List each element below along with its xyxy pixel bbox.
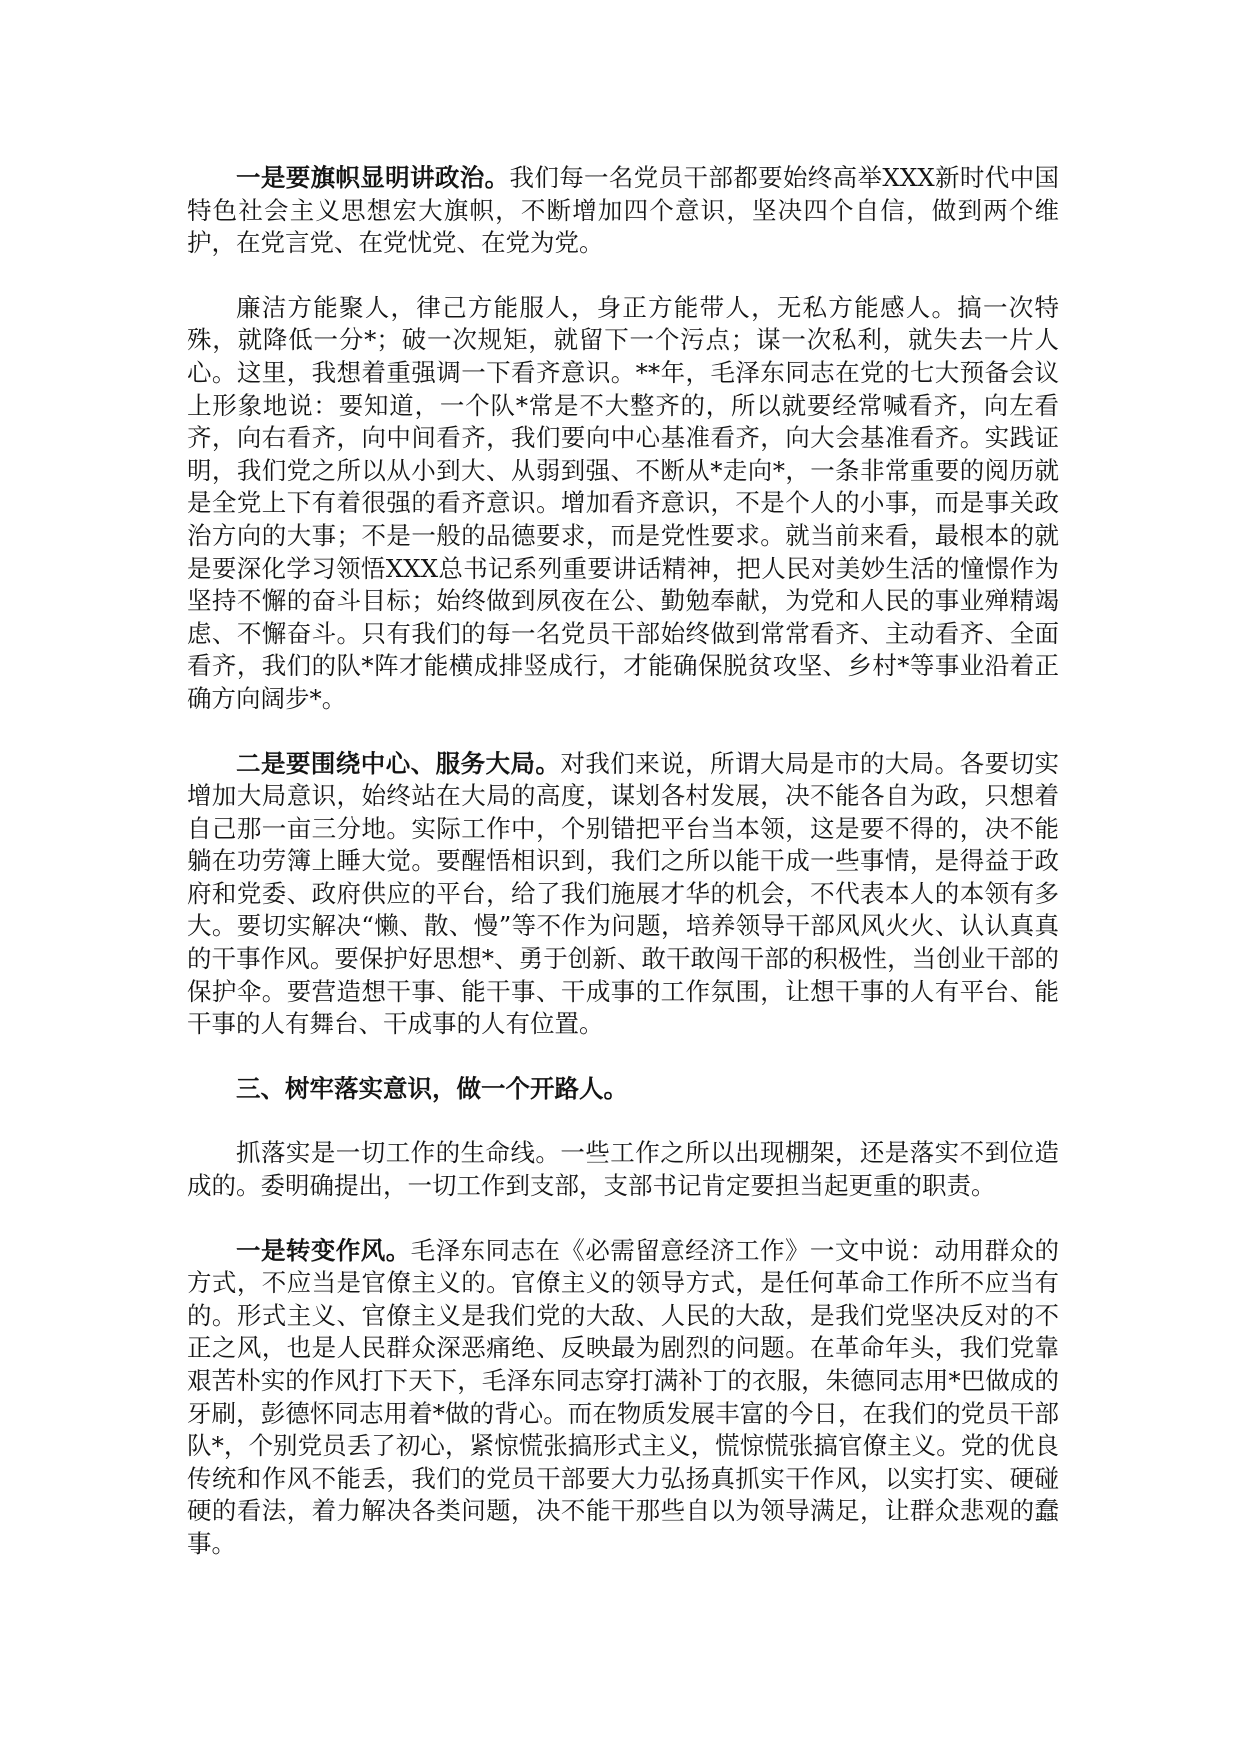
paragraph-text: 我们每一名党员干部都要始终高举XXX新时代中国特色社会主义思想宏大旗帜，不断增加四个意识，坚决四个自信，做到两个维护，在党言党、在党忧党、在党为党。 — [187, 163, 1059, 258]
document-body — [187, 162, 1059, 1593]
paragraph-work-style — [187, 1235, 1059, 1561]
paragraph-text: 对我们来说，所谓大局是市的大局。各要切实增加大局意识，始终站在大局的高度，谋划各村发展，决不能各自为政，只想着自己那一亩三分地。实际工作中，个别错把平台当本领，这是要不得的，决不能躺在功劳簿上睡大觉。要醒悟相识到，我们之所以能干成一些事情，是得益于政府和党委、政府供应的平台，给了我们施展才华的机会，不代表本人的本领有多大。要切实解决“懒、散、慢”等不作为问题，培养领导干部风风火火、认认真真的干事作风。要保护好思想*、勇于创新、敢干敢闯干部的积极性，当创业干部的保护伞。要营造想干事、能干事、干成事的工作氛围，让想干事的人有平台、能干事的人有舞台、干成事的人有位置。 — [187, 748, 1059, 1039]
paragraph-politics — [187, 162, 1059, 260]
paragraph-lead: 二是要围绕中心、服务大局。 — [236, 748, 561, 778]
paragraph-lead: 一是转变作风。 — [236, 1235, 411, 1265]
paragraph-integrity — [187, 292, 1059, 716]
paragraph-text: 廉洁方能聚人，律己方能服人，身正方能带人，无私方能感人。搞一次特殊，就降低一分*；破一次规矩，就留下一个污点；谋一次私利，就失去一片人心。这里，我想着重强调一下看齐意识。**年，毛泽东同志在党的七大预备会议上形象地说：要知道，一个队*常是不大整齐的，所以就要经常喊看齐，向左看齐，向右看齐，向中间看齐，我们要向中心基准看齐，向大会基准看齐。实践证明，我们党之所以从小到大、从弱到强、不断从*走向*，一条非常重要的阅历就是全党上下有着很强的看齐意识。增加看齐意识，不是个人的小事，而是事关政治方向的大事；不是一般的品德要求，而是党性要求。就当前来看，最根本的就是要深化学习领悟XXX总书记系列重要讲话精神，把人民对美妙生活的憧憬作为坚持不懈的奋斗目标；始终做到夙夜在公、勤勉奉献，为党和人民的事业殚精竭虑、不懈奋斗。只有我们的每一名党员干部始终做到常常看齐、主动看齐、全面看齐，我们的队*阵才能横成排竖成行，才能确保脱贫攻坚、乡村*等事业沿着正确方向阔步*。 — [187, 292, 1059, 713]
paragraph-implementation — [187, 1137, 1059, 1202]
paragraph-text: 毛泽东同志在《必需留意经济工作》一文中说：动用群众的方式，不应当是官僚主义的。官僚主义的领导方式，是任何革命工作所不应当有的。形式主义、官僚主义是我们党的大敌、人民的大敌，是我们党坚决反对的不正之风，也是人民群众深恶痛绝、反映最为剧烈的问题。在革命年头，我们党靠艰苦朴实的作风打下天下，毛泽东同志穿打满补丁的衣服，朱德同志用*巴做成的牙刷，彭德怀同志用着*做的背心。而在物质发展丰富的今日，在我们的党员干部队*，个别党员丢了初心，紧惊慌张搞形式主义，慌惊慌张搞官僚主义。党的优良传统和作风不能丢，我们的党员干部要大力弘扬真抓实干作风，以实打实、硬碰硬的看法，着力解决各类问题，决不能干那些自以为领导满足，让群众悲观的蠢事。 — [187, 1235, 1059, 1558]
paragraph-lead: 一是要旗帜显明讲政治。 — [236, 163, 510, 192]
section-heading: 三、树牢落实意识，做一个开路人。 — [236, 1073, 628, 1103]
paragraph-text: 抓落实是一切工作的生命线。一些工作之所以出现棚架，还是落实不到位造成的。委明确提出，一切工作到支部，支部书记肯定要担当起更重的职责。 — [187, 1138, 1059, 1201]
paragraph-overall-situation — [187, 748, 1059, 1041]
